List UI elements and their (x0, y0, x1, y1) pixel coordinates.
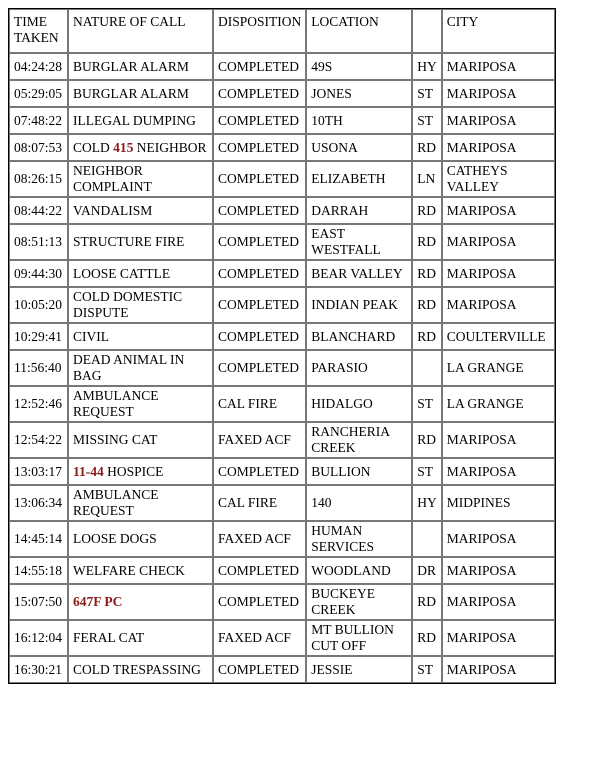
call-text: COLD DOMESTIC DISPUTE (73, 289, 183, 320)
cell-location: 10TH (306, 107, 412, 134)
cell-time: 05:29:05 (9, 80, 68, 107)
cell-location: MT BULLION CUT OFF (306, 620, 412, 656)
table-row (9, 260, 555, 287)
cell-street-suffix: ST (412, 107, 442, 134)
cell-city: MARIPOSA (442, 521, 555, 557)
cell-time: 14:45:14 (9, 521, 68, 557)
cell-city: MARIPOSA (442, 197, 555, 224)
table-row (9, 620, 555, 656)
table-row (9, 161, 555, 197)
cell-disposition: FAXED ACF (213, 620, 306, 656)
cell-city: MARIPOSA (442, 107, 555, 134)
cell-disposition: CAL FIRE (213, 485, 306, 521)
table-row (9, 386, 555, 422)
cell-street-suffix: RD (412, 620, 442, 656)
cell-disposition: COMPLETED (213, 107, 306, 134)
call-text: HOSPICE (103, 463, 164, 479)
cell-street-suffix: ST (412, 656, 442, 683)
cell-location: HIDALGO (306, 386, 412, 422)
table-row (9, 656, 555, 683)
cell-time: 14:55:18 (9, 557, 68, 584)
cell-city: COULTERVILLE (442, 323, 555, 350)
cell-city: MARIPOSA (442, 134, 555, 161)
cell-location: JONES (306, 80, 412, 107)
cell-nature-of-call (68, 584, 213, 620)
table-row (9, 80, 555, 107)
cell-nature-of-call (68, 422, 213, 458)
call-text: VANDALISM (73, 202, 153, 218)
call-text: LOOSE CATTLE (73, 265, 171, 281)
cell-street-suffix: ST (412, 458, 442, 485)
cell-nature-of-call (68, 350, 213, 386)
cell-time: 12:52:46 (9, 386, 68, 422)
cell-nature-of-call (68, 80, 213, 107)
cell-time: 08:44:22 (9, 197, 68, 224)
call-text: FERAL CAT (73, 630, 145, 645)
cell-location: 49S (306, 53, 412, 80)
cell-location: BLANCHARD (306, 323, 412, 350)
cell-city: MARIPOSA (442, 422, 555, 458)
cell-city: LA GRANGE (442, 386, 555, 422)
cell-city: MARIPOSA (442, 53, 555, 80)
cell-street-suffix: HY (412, 485, 442, 521)
call-text: COLD TRESPASSING (73, 661, 201, 677)
call-code: 647F PC (73, 594, 123, 609)
table-row (9, 53, 555, 80)
cell-street-suffix: ST (412, 80, 442, 107)
call-text: CIVIL (73, 328, 109, 344)
cell-location: JESSIE (306, 656, 412, 683)
call-text: WELFARE CHECK (73, 562, 185, 578)
cell-nature-of-call (68, 557, 213, 584)
cell-street-suffix: RD (412, 224, 442, 260)
cell-street-suffix: RD (412, 197, 442, 224)
cell-time: 08:51:13 (9, 224, 68, 260)
cell-street-suffix: RD (412, 287, 442, 323)
cell-time: 16:30:21 (9, 656, 68, 683)
table-row (9, 521, 555, 557)
cell-disposition: COMPLETED (213, 557, 306, 584)
cell-time: 10:29:41 (9, 323, 68, 350)
header-street-suffix (412, 9, 442, 53)
cell-time: 13:06:34 (9, 485, 68, 521)
cell-nature-of-call (68, 287, 213, 323)
call-text: BURGLAR ALARM (73, 58, 189, 74)
cell-disposition: COMPLETED (213, 197, 306, 224)
cell-disposition: COMPLETED (213, 656, 306, 683)
cell-location: BULLION (306, 458, 412, 485)
cell-city: LA GRANGE (442, 350, 555, 386)
cell-city: MARIPOSA (442, 80, 555, 107)
cell-street-suffix: RD (412, 260, 442, 287)
call-text: AMBULANCE REQUEST (73, 487, 159, 518)
call-log-page (8, 8, 556, 684)
cell-location: HUMAN SERVICES (306, 521, 412, 557)
call-code: 415 (113, 139, 134, 155)
cell-disposition: COMPLETED (213, 224, 306, 260)
call-log-table (8, 8, 556, 684)
call-text: NEIGHBOR COMPLAINT (73, 163, 152, 194)
call-text: AMBULANCE REQUEST (73, 388, 159, 419)
cell-city: MARIPOSA (442, 656, 555, 683)
table-row (9, 107, 555, 134)
call-text: DEAD ANIMAL IN BAG (73, 352, 185, 383)
cell-time: 13:03:17 (9, 458, 68, 485)
cell-disposition: COMPLETED (213, 134, 306, 161)
cell-disposition: COMPLETED (213, 458, 306, 485)
header-time: TIME TAKEN (9, 9, 68, 53)
table-row (9, 422, 555, 458)
table-row (9, 557, 555, 584)
call-text: BURGLAR ALARM (73, 85, 189, 101)
header-disposition: DISPOSITION (213, 9, 306, 53)
call-code: 11-44 (73, 463, 104, 479)
cell-city: MARIPOSA (442, 584, 555, 620)
cell-time: 10:05:20 (9, 287, 68, 323)
cell-disposition: COMPLETED (213, 350, 306, 386)
cell-nature-of-call (68, 656, 213, 683)
cell-time: 11:56:40 (9, 350, 68, 386)
cell-disposition: COMPLETED (213, 323, 306, 350)
cell-time: 08:26:15 (9, 161, 68, 197)
call-text: ILLEGAL DUMPING (73, 112, 196, 128)
call-text: STRUCTURE FIRE (73, 234, 185, 249)
table-row (9, 584, 555, 620)
cell-location: PARASIO (306, 350, 412, 386)
cell-location: DARRAH (306, 197, 412, 224)
cell-location: USONA (306, 134, 412, 161)
call-text: MISSING CAT (73, 432, 158, 447)
table-row (9, 197, 555, 224)
cell-nature-of-call (68, 53, 213, 80)
cell-street-suffix: ST (412, 386, 442, 422)
cell-street-suffix: RD (412, 323, 442, 350)
header-nature-of-call: NATURE OF CALL (68, 9, 213, 53)
cell-nature-of-call (68, 521, 213, 557)
cell-nature-of-call (68, 161, 213, 197)
cell-city: MARIPOSA (442, 260, 555, 287)
cell-city: MARIPOSA (442, 620, 555, 656)
call-text: COLD (73, 139, 114, 155)
call-text: NEIGHBOR (133, 139, 207, 155)
header-location: LOCATION (306, 9, 412, 53)
cell-location: EAST WESTFALL (306, 224, 412, 260)
cell-nature-of-call (68, 134, 213, 161)
cell-disposition: COMPLETED (213, 53, 306, 80)
cell-disposition: FAXED ACF (213, 521, 306, 557)
cell-nature-of-call (68, 323, 213, 350)
cell-location: BEAR VALLEY (306, 260, 412, 287)
cell-street-suffix: RD (412, 134, 442, 161)
cell-street-suffix (412, 521, 442, 557)
cell-city: MIDPINES (442, 485, 555, 521)
cell-location: WOODLAND (306, 557, 412, 584)
table-row (9, 287, 555, 323)
cell-city: MARIPOSA (442, 287, 555, 323)
cell-street-suffix: HY (412, 53, 442, 80)
cell-time: 04:24:28 (9, 53, 68, 80)
cell-time: 08:07:53 (9, 134, 68, 161)
cell-nature-of-call (68, 224, 213, 260)
cell-street-suffix (412, 350, 442, 386)
cell-street-suffix: RD (412, 422, 442, 458)
cell-disposition: COMPLETED (213, 260, 306, 287)
cell-disposition: FAXED ACF (213, 422, 306, 458)
cell-nature-of-call (68, 485, 213, 521)
cell-nature-of-call (68, 620, 213, 656)
table-row (9, 224, 555, 260)
cell-time: 16:12:04 (9, 620, 68, 656)
cell-nature-of-call (68, 386, 213, 422)
cell-location: BUCKEYE CREEK (306, 584, 412, 620)
cell-time: 07:48:22 (9, 107, 68, 134)
cell-nature-of-call (68, 107, 213, 134)
cell-location: 140 (306, 485, 412, 521)
table-row (9, 485, 555, 521)
cell-city: CATHEYS VALLEY (442, 161, 555, 197)
cell-street-suffix: DR (412, 557, 442, 584)
table-row (9, 134, 555, 161)
cell-disposition: COMPLETED (213, 584, 306, 620)
cell-nature-of-call (68, 458, 213, 485)
cell-city: MARIPOSA (442, 458, 555, 485)
cell-time: 15:07:50 (9, 584, 68, 620)
cell-time: 12:54:22 (9, 422, 68, 458)
cell-location: RANCHERIA CREEK (306, 422, 412, 458)
cell-city: MARIPOSA (442, 557, 555, 584)
cell-location: INDIAN PEAK (306, 287, 412, 323)
cell-street-suffix: RD (412, 584, 442, 620)
cell-disposition: CAL FIRE (213, 386, 306, 422)
table-row (9, 323, 555, 350)
cell-street-suffix: LN (412, 161, 442, 197)
table-header-row (9, 9, 555, 53)
call-text: LOOSE DOGS (73, 531, 157, 546)
table-row (9, 350, 555, 386)
cell-location: ELIZABETH (306, 161, 412, 197)
cell-city: MARIPOSA (442, 224, 555, 260)
cell-time: 09:44:30 (9, 260, 68, 287)
cell-nature-of-call (68, 260, 213, 287)
cell-nature-of-call (68, 197, 213, 224)
table-row (9, 458, 555, 485)
cell-disposition: COMPLETED (213, 287, 306, 323)
header-city: CITY (442, 9, 555, 53)
cell-disposition: COMPLETED (213, 80, 306, 107)
cell-disposition: COMPLETED (213, 161, 306, 197)
